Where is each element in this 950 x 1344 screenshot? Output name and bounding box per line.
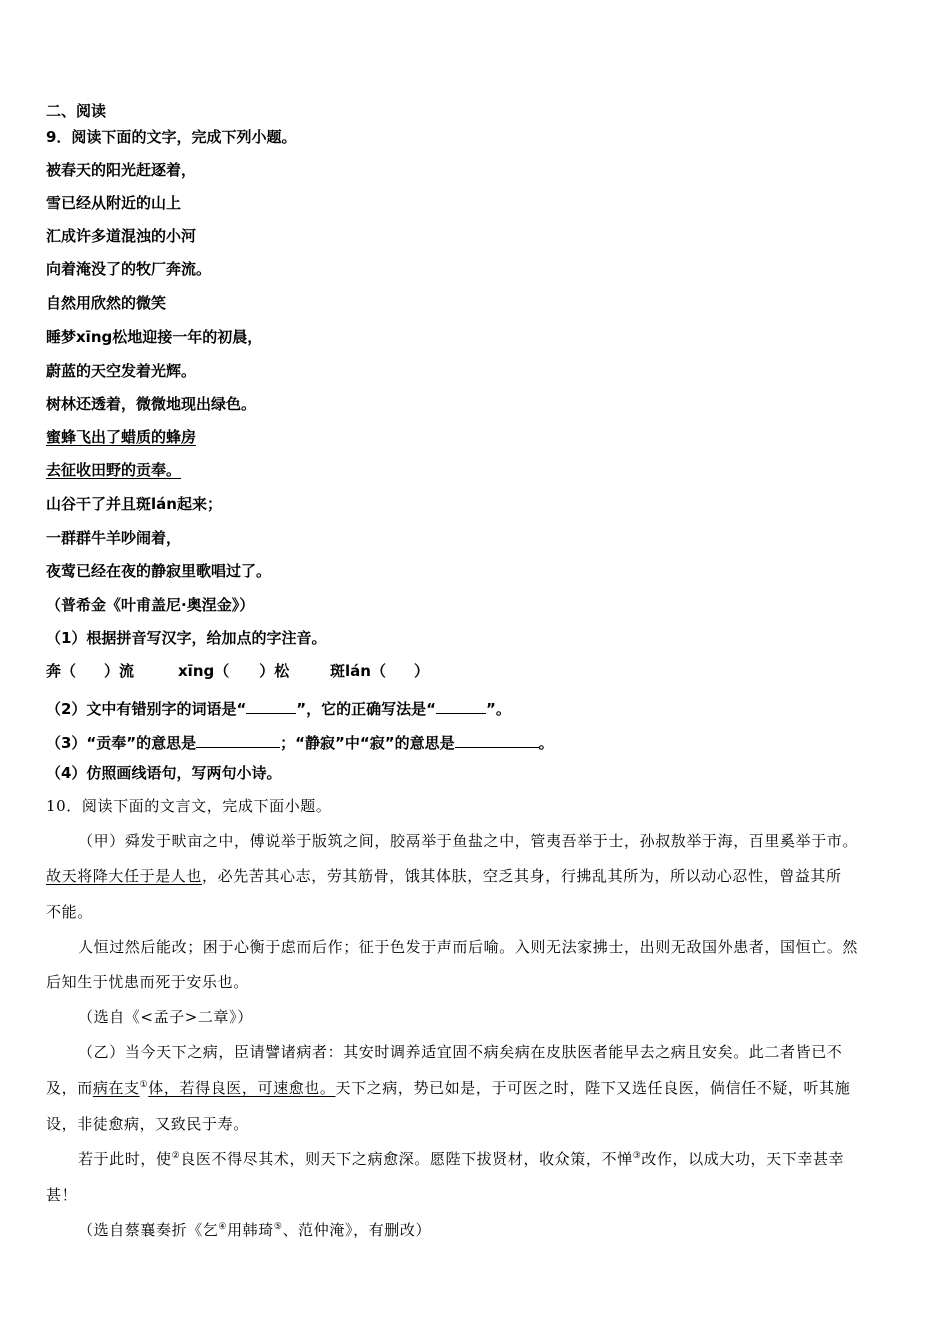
subquestion-2-text-1: （2）文中有错别字的词语是“ <box>46 700 247 718</box>
passage-jia-line: 不能。 <box>46 903 93 921</box>
poem-line: 蔚蓝的天空发着光辉。 <box>46 362 197 380</box>
question-9-heading: 9．阅读下面的文字，完成下列小题。 <box>46 128 297 146</box>
subquestion-4: （4）仿照画线语句，写两句小诗。 <box>46 764 282 782</box>
passage-jia-line: （甲）舜发于畎亩之中，傅说举于版筑之间，胶鬲举于鱼盐之中，管夷吾举于士，孙叔敖举于海，百里奚举于市。 <box>78 832 859 850</box>
passage-yi-line <box>78 1152 844 1167</box>
pinyin-item-xing <box>178 664 289 679</box>
poem-line: 一群群牛羊吵闹着， <box>46 529 182 547</box>
source-text: 用韩琦 <box>227 1221 274 1239</box>
answer-blank[interactable] <box>436 699 486 714</box>
pinyin-item-ben <box>46 664 134 679</box>
passage-jia-source: （选自《<孟子>二章》） <box>78 1008 253 1026</box>
passage-yi-text: 及，而 <box>46 1079 93 1097</box>
answer-blank[interactable] <box>246 699 296 714</box>
source-text: 、范仲淹》，有删改） <box>282 1221 432 1239</box>
pinyin-item-ben-start: 奔（ <box>46 662 77 680</box>
subquestion-2-text-2: ”，它的正确写法是“ <box>296 700 437 718</box>
passage-yi-text: 改作，以成大功，天下幸甚幸 <box>641 1150 845 1168</box>
footnote-marker: ① <box>139 1080 149 1090</box>
pinyin-item-lan-end: ） <box>413 662 429 680</box>
poem-line: 向着淹没了的牧厂奔流。 <box>46 260 212 278</box>
poem-line: 睡梦xīng松地迎接一年的初晨， <box>46 328 263 346</box>
footnote-marker: ④ <box>218 1222 228 1232</box>
passage-yi-line: 设，非徒愈病，又致民于寿。 <box>46 1115 249 1133</box>
underlined-sentence: 体，若得良医，可速愈也。 <box>148 1079 336 1097</box>
poem-line: 雪已经从附近的山上 <box>46 194 182 212</box>
passage-yi-source <box>78 1223 431 1238</box>
subquestion-3-text-2: ；“静寂”中“寂”的意思是 <box>280 734 455 752</box>
passage-yi-line: （乙）当今天下之病，臣请譬诸病者：其安时调养适宜固不病矣病在皮肤医者能早去之病且安矣。此二者皆已不 <box>78 1043 843 1061</box>
poem-line: 山谷干了并且斑lán起来； <box>46 495 222 513</box>
section-title: 二、阅读 <box>46 102 107 120</box>
subquestion-1: （1）根据拼音写汉字，给加点的字注音。 <box>46 629 327 647</box>
poem-line: 被春天的阳光赶逐着， <box>46 161 197 179</box>
pinyin-item-lan <box>330 664 429 679</box>
poem-line: 汇成许多道混浊的小河 <box>46 227 197 245</box>
subquestion-3 <box>46 733 554 751</box>
subquestion-3-text-1: （3）“贡奉”的意思是 <box>46 734 197 752</box>
answer-blank[interactable] <box>455 733 539 748</box>
pinyin-item-ben-end: ）流 <box>104 662 135 680</box>
passage-yi-text: 天下之病，势已如是，于可医之时，陛下又选任良医，倘信任不疑，听其施 <box>335 1079 851 1097</box>
underlined-sentence: 病在支 <box>92 1079 140 1097</box>
passage-jia-line: 后知生于忧患而死于安乐也。 <box>46 973 249 991</box>
passage-yi-text: 良医不得尽其术，则天下之病愈深。愿陛下拔贤材，收众策，不惮 <box>180 1150 633 1168</box>
footnote-marker: ⑤ <box>273 1222 283 1232</box>
passage-jia-line: 人恒过然后能改；困于心衡于虑而后作；征于色发于声而后喻。入则无法家拂士，出则无敌国外患者，国恒亡。然 <box>78 938 859 956</box>
poem-line: 夜莺已经在夜的静寂里歌唱过了。 <box>46 562 272 580</box>
footnote-marker: ② <box>171 1151 181 1161</box>
passage-jia-text: ，必先苦其心志，劳其筋骨，饿其体肤，空乏其身，行拂乱其所为，所以动心忍性，曾益其所 <box>202 867 842 885</box>
pinyin-item-lan-start: 斑lán（ <box>330 662 386 680</box>
poem-line-underlined: 蜜蜂飞出了蜡质的蜂房 <box>46 428 197 446</box>
source-text: （选自蔡襄奏折《乞 <box>78 1221 219 1239</box>
poem-source: （普希金《叶甫盖尼·奥涅金》） <box>46 596 255 614</box>
answer-blank[interactable] <box>196 733 280 748</box>
poem-line: 树林还透着，微微地现出绿色。 <box>46 395 257 413</box>
poem-line: 自然用欣然的微笑 <box>46 294 167 312</box>
subquestion-3-text-3: 。 <box>538 734 554 752</box>
pinyin-item-xing-start: xīng（ <box>178 662 230 680</box>
subquestion-2 <box>46 699 511 717</box>
passage-yi-line: 甚！ <box>46 1186 78 1204</box>
question-10-heading: 10．阅读下面的文言文，完成下面小题。 <box>46 797 332 815</box>
underlined-sentence: 故天将降大任于是人也 <box>46 867 203 885</box>
poem-line-underlined: 去征收田野的贡奉。 <box>46 461 182 479</box>
footnote-marker: ③ <box>632 1151 642 1161</box>
passage-yi-text: 若于此时，使 <box>78 1150 172 1168</box>
passage-jia-line <box>46 869 842 884</box>
subquestion-2-text-3: ”。 <box>486 700 511 718</box>
passage-yi-line <box>46 1081 850 1096</box>
pinyin-item-xing-end: ）松 <box>259 662 290 680</box>
